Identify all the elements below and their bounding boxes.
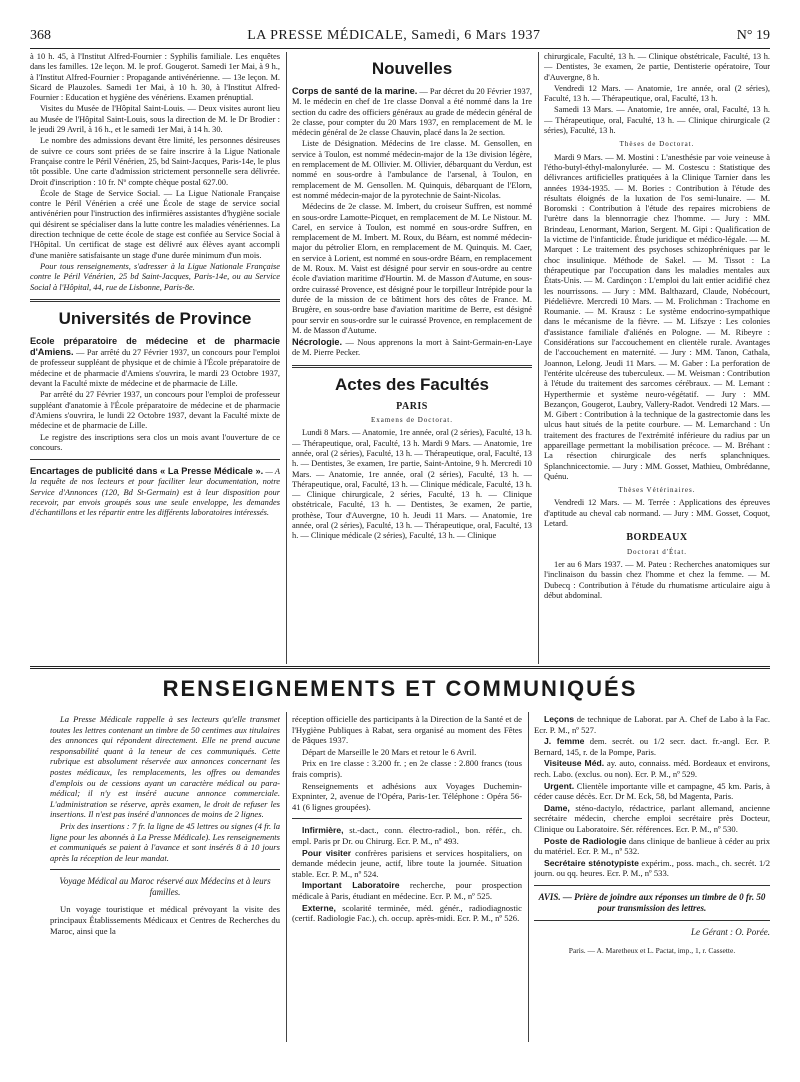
institut-fournier-text: à 10 h. 45, à l'Institut Alfred-Fournier : Syphilis familiale. Les enquêtes dans les familles. 12e leçon. M. le prof. Gougerot. Samedi 1er Mai, à 9 h., à l'Institut Alfred-Fournier : Propagande antivénérienne. — 13e leçon. M. Sicard de Plauzoles. Samedi 1er Mai, à 10 h. 30, à l'Institut Alfred-Fournier : Education et hygiène des vénériens. Examen prénuptial. bbox=[30, 52, 280, 103]
universites-province-title: Universités de Province bbox=[58, 308, 252, 328]
vendredi-text: Vendredi 12 Mars. — Anatomie, 1re année, oral (2 séries), Faculté, 13 h. — Thérapeutique, oral, Faculté, 13 h. bbox=[544, 83, 770, 104]
section-rule-2 bbox=[30, 459, 280, 460]
examens-doctorat-title: Examens de Doctorat. bbox=[370, 416, 453, 425]
issue-number: N° 19 bbox=[736, 28, 770, 43]
amiens-text-2: Par arrêté du 27 Février 1937, un concours pour l'emploi de professeur suppléant d'anatomie à l'École préparatoire de médecine et de pharmacie d'Amiens s'ouvrira, le lundi 22 Octobre 1937, devant la Faculté mixte de médecine et de pharmacie de Lille. bbox=[30, 390, 280, 431]
section-rule-5 bbox=[292, 818, 522, 819]
veterinaires-text: Vendredi 12 Mars. — M. Terrée : Applications des épreuves d'aptitude au cheval cab normand. — Jury : MM. Gosset, Coquot, Letard. bbox=[544, 498, 770, 529]
column-divider-2 bbox=[538, 52, 539, 664]
voyage-maroc-title: Voyage Médical au Maroc réservé aux Médecins et à leurs familles. bbox=[59, 876, 271, 898]
theses-veterinaires-title: Thèses Vétérinaires. bbox=[618, 486, 696, 495]
section-rule-3 bbox=[292, 365, 532, 368]
ad-externe: Externe, scolarité terminée, méd. génér., radiodiagnostic (certif. Radiologie Fac.), ch. occup. après-midi. Ecr. P. M., nº 526. bbox=[292, 902, 522, 924]
column-2 bbox=[292, 52, 532, 662]
section-rule bbox=[30, 299, 280, 302]
actes-facultes-title: Actes des Facultés bbox=[334, 374, 489, 394]
renseignements-text: Pour tous renseignements, s'adresser à la Ligue Nationale Française contre le Péril Vénérien, 25 bd Saint-Jacques, Paris-14e, ou au Service Social à l'Hôpital, 44, rue de Lisbonne, Paris-8e. bbox=[30, 261, 280, 292]
bottom-column-1 bbox=[50, 714, 280, 1054]
musee-saint-louis-text: Visites du Musée de l'Hôpital Saint-Louis. — Deux visites auront lieu au Musée de l'Hôpital Saint-Louis, sous la direction de M. le Dr Brodier : le jeudi 29 Avril, à 16 h., et le samedi 1er Mai, à 14 h. 30. bbox=[30, 104, 280, 135]
ad-lecons: Leçons de technique de Laborat. par A. Chef de Labo à la Fac. Ecr. P. M., nº 527. bbox=[534, 714, 770, 735]
encartages-heading: Encartages de publicité dans « La Presse Médicale ». bbox=[30, 466, 264, 477]
section-rule-6 bbox=[534, 885, 770, 886]
theses-text: Mardi 9 Mars. — M. Mostini : L'anesthésie par voie veineuse à l'étho-butyl-éthyl-malonylurée. — M. Costescu : Statistique des délivrances artificielles pratiquées à la Clinique Tarnier dans les années 1934-1935. — M. Bories : Contribution à l'étude des résultats éloignés de la luxation de l'os semi-lunaire. — M. Boromski : Contribution à l'étude des repaires microbiens de l'urètre dans la blennorragie chez l'homme. — Jury : MM. Brindeau, Lenormant, Marion, Sergent. M. Gipi : Qualification de la victime de l'infanticide. Étude juridique et médico-légale. — M. Marquet : Le traitement des psychoses schizophréniques par le choc insulinique. Méthode de Sakel. — M. Tissot : La thérapeutique par l'occupation dans les maladies mentales aux États-Unis. — M. Cardinçon : L'emploi du lait entier acidifié chez les nourrissons. — Jury : MM. Balthazard, Claude, Nobécourt, Piédelièvre. Mercredi 10 Mars. — M. Frolichman : Trachome en Roumanie. — M. Krausz : Le système endocrino-sympathique dans le mécanisme de la fièvre. — M. Lifszye : Les colonies d'assistance familiale d'aliénés en Pologne. — M. Ribeyre : Considérations sur l'accouchement en clientèle rurale. Avantages de l'accouchement en maternité. — Jury : MM. Tanon, Cathala, Joannon, Lelong. Jeudi 11 Mars. — M. Gaber : La perforation de l'entérite ulcéreuse des tuberculeux. — M. Weisman : Contribution à l'étude du traitement des sarcomes cérébraux. — M. Lemant : Hyperthermie et système neuro-végétatif. — Jury : MM. Bezançon, Gougerot, Laubry, Vallery-Radot. Vendredi 12 Mars. — M. Gibert : Contribution à la technique de la gastrectomie dans les ulcus haut situés de la petite courbure. — M. Lemarchand : Un traitement des fractures de l'extrémité inférieure du radius par un appareillage permettant la mobilisation précoce. — M. Bréhant : La résection chirurgicale des nerfs splanchniques. Splanchnicectomie. — Jury : MM. Gosset, Mathieu, Ombrédanne, Quénu. bbox=[544, 152, 770, 481]
voyage-text: Un voyage touristique et médical prévoyant la visite des principaux Établissements Médicaux et Centres de Recherches du Maroc, ainsi que la bbox=[50, 904, 280, 936]
doctorat-etat-title: Doctorat d'État. bbox=[626, 547, 688, 556]
voyage-prix-text: Prix en 1re classe : 3.200 fr. ; en 2e classe : 2.800 francs (tous frais compris). bbox=[292, 758, 522, 779]
page-header bbox=[30, 28, 770, 46]
corps-sante-text: — Par décret du 20 Février 1937, M. le médecin en chef de 1re classe Donval a été nommé dans la 1re section du cadre des officiers généraux au grade de médecin général de 2e classe, pour compter du 20 Mars 1937, en remplacement de M. le médecin général de 2e classe Chauvin, placé dans la 2e section. bbox=[292, 87, 532, 138]
amiens-text: — Par arrêté du 27 Février 1937, un concours pour l'emploi de professeur suppléant de physique et de chimie à l'École préparatoire de médecine et de pharmacie d'Amiens s'ouvrira, le mardi 23 Octobre 1937, devant la Faculté mixte de médecine et de pharmacie de Lille. bbox=[30, 348, 280, 389]
column-3 bbox=[544, 52, 770, 662]
nouvelles-title: Nouvelles bbox=[371, 59, 453, 78]
column-divider-3 bbox=[286, 712, 287, 1042]
bordeaux-title: BORDEAUX bbox=[626, 532, 688, 544]
imprimeur-text: Paris. — A. Maretheux et L. Pactat, imp., 1, r. Cassette. bbox=[568, 945, 736, 955]
medecins-2e-classe-text: Médecins de 2e classe. M. Imbert, du croiseur Suffren, est nommé en sous-ordre Lamotte-Picquet, en remplacement de M. Le Nistour. M. Carel, en service à Toulon, est nommé en sous-ordre Suffren, en remplacement de M. Imbert. M. Roux, du Béarn, est nommé médecin-major du pétrolier Elorn, en remplacement de M. Quinquis. M. Caer, en service à Lorient, est nommé en sous-ordre Béarn, en remplacement de M. Roux. M. Vaist est désigné pour servir en sous-ordre au centre école d'aviation maritime d'Hourtin. M. de Masson d'Autume, en sous-ordre cuirassé Provence, est désigné pour le torpilleur Intrépide pour la durée de la mission de ce bâtiment hors des côtes de France. M. Brugère, en sous-ordre base d'aviation maritime de Berre, est désigné pour servir en sous-ordre sur le cuirassé Provence, en remplacement de M. de Masson d'Autume. bbox=[292, 202, 532, 335]
ad-secretaire: Secrétaire sténotypiste expérim., poss. mach., ch. secrét. 1/2 journ. ou qq. heures. Ecr. P. M., nº 533. bbox=[534, 857, 770, 879]
bottom-section-rule bbox=[30, 666, 770, 669]
samedi-text: Samedi 13 Mars. — Anatomie, 1re année, oral, Faculté, 13 h. — Thérapeutique, oral, Faculté, 13 h. — Clinique chirurgicale (2 séries), Faculté, 13 h. bbox=[544, 105, 770, 136]
column-divider-4 bbox=[528, 712, 529, 1042]
avis-text: AVIS. — Prière de joindre aux réponses un timbre de 0 fr. 50 pour transmission des lettres. bbox=[538, 891, 766, 913]
ad-infirmiere: Infirmière, st.-dact., conn. électro-radiol., bon. référ., ch. empl. Paris pr Dr. ou Chirurg. Ecr. P. M., nº 493. bbox=[292, 825, 522, 846]
ad-laboratoire: Important Laboratoire recherche, pour prospection médicale à Paris, étudiant en médecine. Ecr. P. M., nº 525. bbox=[292, 880, 522, 901]
section-rule-7 bbox=[534, 920, 770, 921]
rappel-text: La Presse Médicale rappelle à ses lecteurs qu'elle transmet toutes les lettres contenant un timbre de 50 centimes aux titulaires des annonces qui répondent directement. Elle ne prend aucune responsabilité quant à la teneur de ces communiqués. Cette rubrique est absolument réservée aux annonces concernant les postes médicaux, les remplacements, les offres ou demandes d'emplois ou de cessions ayant un caractère médical ou para-médical; il n'y est inséré aucune annonce commerciale. L'administration se réserve, après examen, le droit de refuser les insertions. Il n'est pas inséré d'annonces de moins de 2 lignes. bbox=[50, 714, 280, 820]
admissions-text: Le nombre des admissions devant être limité, les personnes désireuses de suivre ce cours sont priées de se faire inscrire à la Ligue Nationale Française contre le Péril Vénérien, 25, bd Saint-Jacques, Paris-14e, le plus tôt possible. Une carte d'admission strictement personnelle sera délivrée. Droit d'inscription : 10 fr. Nº compte chèque postal 627.00. bbox=[30, 136, 280, 187]
ecole-stage-text: École de Stage de Service Social. — La Ligue Nationale Française contre le Péril Vénérien a créé une École de stage de service social antivénérien pour l'instruction des infirmières assistantes d'hygiène sociale qui désirent se spécialiser dans la lutte contre les maladies vénériennes. La direction technique de cette école de stage est confiée au Service Social à l'Hôpital. Un certificat de stage est délivré aux élèves ayant accompli d'une manière satisfaisante un stage d'une durée minimum d'un mois. bbox=[30, 188, 280, 260]
necrologie-heading: Nécrologie. bbox=[292, 337, 343, 348]
corps-sante-heading: Corps de santé de la marine. bbox=[292, 86, 418, 96]
prix-insertions-text: Prix des insertions : 7 fr. la ligne de 45 lettres ou signes (4 fr. la ligne pour les abonnés à La Presse Médicale). Les renseignements et communiqués se paient à l'avance et sont insérés 8 à 10 jours après la réception de leur mandat. bbox=[50, 820, 280, 863]
section-rule-4 bbox=[50, 869, 280, 870]
header-rule bbox=[30, 48, 770, 49]
bordeaux-text: 1er au 6 Mars 1937. — M. Pateu : Recherches anatomiques sur l'inclinaison du bassin chez l'homme et chez la femme. — M. Dubecq : Contribution à l'étude du rhumatisme articulaire aigu à début abdominal. bbox=[544, 559, 770, 600]
ad-jeune-femme: J. femme dem. secrét. ou 1/2 secr. dact. fr.-angl. Ecr. P. Bernard, 145, r. de la Pompe, Paris. bbox=[534, 736, 770, 757]
amiens-text-3: Le registre des inscriptions sera clos un mois avant l'ouverture de ce concours. bbox=[30, 432, 280, 452]
voyage-depart-text: Départ de Marseille le 20 Mars et retour le 6 Avril. bbox=[302, 746, 477, 757]
renseignements-title: RENSEIGNEMENTS ET COMMUNIQUÉS bbox=[162, 676, 638, 701]
necrologie-text: — Nous apprenons la mort à Saint-Germain-en-Laye de M. Pierre Pecker. bbox=[292, 338, 532, 358]
ad-radiologie: Poste de Radiologie dans clinique de banlieue à céder au prix du matériel. Ecr. P. M., nº 532. bbox=[534, 835, 770, 857]
voyage-reception-text: réception officielle des participants à la Direction de la Santé et de l'Hygiène Publiques à Rabat, sera organisé au moment des Fêtes de Pâques 1937. bbox=[292, 714, 522, 746]
voyage-renseignements-text: Renseignements et adhésions aux Voyages Duchemin-Expninter, 2, avenue de l'Opéra, Paris-1er. Téléphone : Opéra 56-41 (6 lignes groupées). bbox=[292, 780, 522, 812]
bottom-column-2 bbox=[292, 714, 522, 1054]
examens-text: Lundi 8 Mars. — Anatomie, 1re année, oral (2 séries), Faculté, 13 h. — Thérapeutique, oral, Faculté, 13 h. Mardi 9 Mars. — Anatomie, 1re année, oral (2 séries), Faculté, 13 h. — Thérapeutique, oral, Faculté, 13 h. — Dentistes, 3e examen, 1re partie, Saint-Antoine, 9 h. Mercredi 10 Mars. — Anatomie, 1re année, oral (2 séries), Faculté, 13 h. — Thérapeutique, oral, Faculté, 13 h. — Clinique médicale, Faculté, 13 h. — Clinique chirurgicale, 2 séries, Faculté, 13 h. — Clinique obstétricale, Faculté, 13 h. — Dentistes, 3e examen, 2e partie, prothèse, Tour d'Auvergne, 10 h. Jeudi 11 Mars. — Anatomie, 1re année, oral (2 séries), Faculté, 13 h. — Thérapeutique, oral, Faculté, 13 h. — Clinique médicale (2 séries), Faculté, 13 h. — Clinique bbox=[292, 428, 532, 541]
column-divider-1 bbox=[286, 52, 287, 664]
journal-title: LA PRESSE MÉDICALE, Samedi, 6 Mars 1937 bbox=[247, 28, 541, 43]
bottom-column-3 bbox=[534, 714, 770, 1054]
examens-cont-text: chirurgicale, Faculté, 13 h. — Clinique obstétricale, Faculté, 13 h. — Dentistes, 3e examen, 2e partie, Dentisterie opératoire, Tour d'Auvergne, 8 h. bbox=[544, 52, 770, 82]
amiens-heading: Ecole préparatoire de médecine et de pharmacie d'Amiens. bbox=[30, 335, 280, 358]
gerant-text: Le Gérant : O. Porée. bbox=[691, 926, 770, 937]
ad-urgent: Urgent. Clientèle importante ville et campagne, 45 km. Paris, à céder cause décès. Ecr. Dr M. Eck, 58, bd Magenta, Paris. bbox=[534, 780, 770, 802]
ad-dame: Dame, sténo-dactylo, rédactrice, parlant allemand, ancienne secrétaire médecin, cherche emploi secrétaire près Docteur, Clinique ou Laboratoire. Sér. références. Ecr. P. M., nº 530. bbox=[534, 802, 770, 834]
ad-pour-visiter: Pour visiter confrères parisiens et services hospitaliers, on demande médecin jeune, actif, libre toute la journée. Situation stable. Ecr. P. M., nº 524. bbox=[292, 847, 522, 879]
designation-text: Liste de Désignation. Médecins de 1re classe. M. Gensollen, en service à Toulon, est nommé médecin-major de la 13e division légère, en remplacement de M. Ollivier. M. Ollivier, débarquant du Verdun, est nommé en sous-ordre à l'ambulance de l'arsenal, à Toulon, en remplacement de M. Gensollen. M. Quinquis, débarquant de l'Elorn, est nommé médecin-major de la pyrotechnie de Saint-Nicolas. bbox=[292, 139, 532, 200]
encartages-text: — A la requête de nos lecteurs et pour faciliter leur documentation, notre Service d'Annonces (120, Bd St-Germain) est à leur disposition pour recevoir, par envois groupés sous une seule enveloppe, les demandes d'échantillons et les répartir entre les différents laboratoires intéressés. bbox=[30, 467, 280, 518]
column-1 bbox=[30, 52, 280, 662]
paris-title: PARIS bbox=[396, 400, 428, 412]
theses-doctorat-title: Thèses de Doctorat. bbox=[619, 140, 695, 149]
page-number: 368 bbox=[30, 28, 51, 43]
ad-visiteuse: Visiteuse Méd. ay. auto, connaiss. méd. Bordeaux et environs, rech. Labo. (exclus. ou non). Ecr. P. M., nº 529. bbox=[534, 758, 770, 779]
